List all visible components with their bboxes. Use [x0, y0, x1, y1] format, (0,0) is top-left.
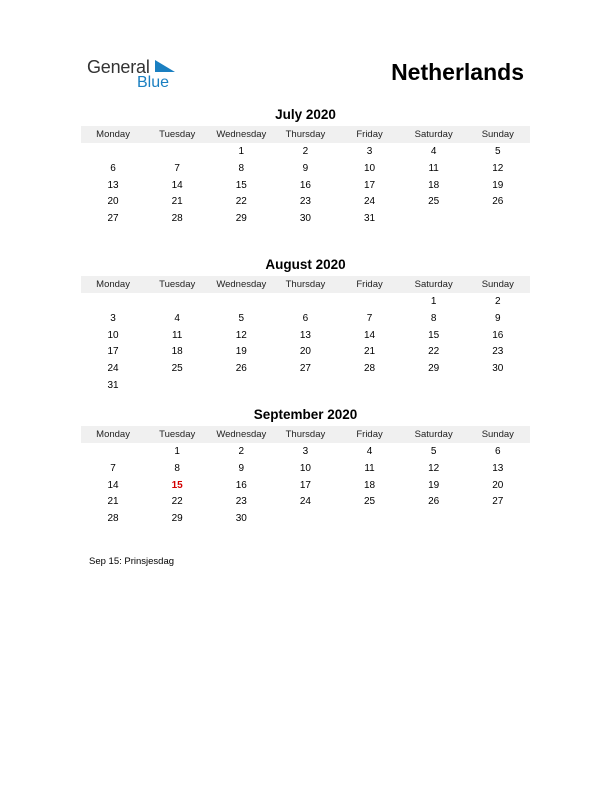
weekday-header-row — [81, 426, 530, 443]
day-cell: 27 — [299, 363, 311, 375]
day-cell: 5 — [430, 446, 437, 457]
week-row — [81, 211, 530, 228]
day-cell: 18 — [364, 479, 376, 491]
day-cell: 22 — [235, 196, 247, 208]
day-cell: 17 — [107, 346, 119, 358]
empty-day-cell — [273, 294, 337, 311]
weekday-friday: Friday — [356, 129, 383, 140]
day-cell: 13 — [107, 179, 119, 191]
weekday-wednesday: Wednesday — [216, 129, 267, 140]
day-cell: 10 — [107, 329, 119, 341]
week-row — [81, 194, 530, 211]
weekday-thursday: Thursday — [285, 279, 326, 290]
week-row — [81, 461, 530, 478]
logo — [87, 56, 187, 92]
day-cell: 18 — [428, 179, 440, 191]
week-row — [81, 478, 530, 495]
week-row — [81, 344, 530, 361]
holiday-note: Sep 15: Prinsjesdag — [89, 556, 175, 567]
day-cell: 13 — [492, 462, 504, 474]
month-august — [81, 256, 530, 395]
weekday-friday: Friday — [356, 279, 383, 290]
empty-day-cell — [338, 511, 402, 528]
day-cell: 15 — [428, 329, 440, 341]
empty-day-cell — [273, 378, 337, 395]
day-cell: 11 — [171, 329, 183, 341]
empty-day-cell — [81, 294, 145, 311]
week-row — [81, 161, 530, 178]
day-cell: 24 — [364, 196, 376, 208]
day-cell: 23 — [235, 496, 247, 508]
day-cell: 31 — [364, 213, 376, 225]
week-row — [81, 511, 530, 528]
weekday-saturday: Saturday — [414, 129, 453, 140]
day-cell: 10 — [299, 462, 311, 474]
day-cell: 29 — [171, 513, 183, 525]
day-cell: 6 — [302, 312, 309, 324]
empty-day-cell — [402, 378, 466, 395]
day-cell: 8 — [174, 462, 180, 474]
day-cell: 12 — [428, 462, 440, 474]
month-july — [81, 106, 530, 228]
day-cell: 4 — [430, 146, 437, 157]
day-cell: 22 — [171, 496, 183, 508]
weekday-friday: Friday — [356, 429, 383, 440]
weekday-sunday: Sunday — [481, 129, 514, 140]
day-cell: 2 — [302, 146, 309, 157]
empty-day-cell — [402, 211, 466, 228]
week-row — [81, 144, 530, 161]
weekday-wednesday: Wednesday — [216, 279, 267, 290]
logo-general-text: General — [87, 57, 150, 77]
day-cell: 7 — [366, 312, 373, 324]
day-cell: 28 — [364, 363, 376, 375]
weekday-thursday: Thursday — [285, 429, 326, 440]
empty-day-cell — [81, 144, 145, 161]
week-row — [81, 378, 530, 395]
empty-day-cell — [81, 444, 145, 461]
day-cell: 17 — [364, 179, 376, 191]
logo-flag-icon — [153, 60, 177, 74]
week-row — [81, 311, 530, 328]
week-row — [81, 444, 530, 461]
day-cell: 4 — [366, 446, 373, 457]
week-row — [81, 178, 530, 195]
holiday-day-cell: 15 — [171, 479, 183, 491]
day-cell: 11 — [428, 162, 439, 174]
weekday-monday: Monday — [96, 279, 130, 290]
day-cell: 25 — [428, 196, 440, 208]
weeks — [81, 143, 530, 228]
day-cell: 23 — [492, 346, 504, 358]
day-cell: 16 — [492, 329, 504, 341]
day-cell: 14 — [107, 479, 119, 491]
day-cell: 10 — [364, 162, 376, 174]
day-cell: 12 — [492, 162, 504, 174]
day-cell: 8 — [430, 312, 437, 324]
day-cell: 6 — [110, 162, 116, 174]
day-cell: 19 — [492, 179, 504, 191]
month-september — [81, 406, 530, 528]
empty-day-cell — [209, 294, 273, 311]
day-cell: 6 — [495, 446, 501, 457]
day-cell: 1 — [174, 446, 180, 457]
week-row — [81, 294, 530, 311]
day-cell: 13 — [299, 329, 311, 341]
weekday-thursday: Thursday — [285, 129, 326, 140]
day-cell: 2 — [238, 446, 245, 457]
day-cell: 9 — [495, 312, 501, 324]
weeks — [81, 443, 530, 528]
day-cell: 16 — [299, 179, 311, 191]
weekday-saturday: Saturday — [414, 429, 453, 440]
weekday-tuesday: Tuesday — [159, 279, 196, 290]
day-cell: 19 — [428, 479, 440, 491]
day-cell: 30 — [299, 213, 311, 225]
empty-day-cell — [402, 511, 466, 528]
empty-day-cell — [209, 378, 273, 395]
country-title: Netherlands — [391, 59, 524, 85]
day-cell: 24 — [107, 363, 119, 375]
day-cell: 25 — [364, 496, 376, 508]
day-cell: 28 — [171, 213, 183, 225]
month-title: September 2020 — [253, 407, 358, 422]
day-cell: 3 — [366, 146, 373, 157]
empty-day-cell — [145, 294, 209, 311]
weekday-tuesday: Tuesday — [159, 129, 196, 140]
day-cell: 29 — [428, 363, 440, 375]
day-cell: 3 — [302, 446, 309, 457]
day-cell: 3 — [110, 312, 116, 324]
weekday-monday: Monday — [96, 429, 130, 440]
day-cell: 16 — [235, 479, 247, 491]
month-title: August 2020 — [265, 257, 346, 272]
weekday-saturday: Saturday — [414, 279, 453, 290]
day-cell: 29 — [235, 213, 247, 225]
day-cell: 24 — [299, 496, 311, 508]
day-cell: 30 — [492, 363, 504, 375]
logo-blue-text: Blue — [137, 74, 170, 91]
weekday-header-row — [81, 126, 530, 143]
day-cell: 1 — [430, 296, 437, 307]
day-cell: 20 — [107, 196, 119, 208]
week-row — [81, 328, 530, 345]
day-cell: 30 — [235, 513, 247, 525]
day-cell: 5 — [495, 146, 501, 157]
day-cell: 17 — [299, 479, 311, 491]
empty-day-cell — [338, 294, 402, 311]
day-cell: 20 — [492, 479, 504, 491]
week-row — [81, 361, 530, 378]
empty-day-cell — [466, 511, 530, 528]
day-cell: 15 — [235, 179, 247, 191]
day-cell: 7 — [110, 462, 116, 474]
day-cell: 21 — [364, 346, 376, 358]
empty-day-cell — [145, 144, 209, 161]
holiday-notes — [89, 556, 174, 568]
day-cell: 21 — [107, 496, 119, 508]
empty-day-cell — [466, 211, 530, 228]
weekday-monday: Monday — [96, 129, 130, 140]
week-row — [81, 494, 530, 511]
empty-day-cell — [466, 378, 530, 395]
day-cell: 9 — [302, 162, 309, 174]
day-cell: 25 — [171, 363, 183, 375]
day-cell: 14 — [364, 329, 376, 341]
day-cell: 28 — [107, 513, 119, 525]
day-cell: 19 — [235, 346, 247, 358]
day-cell: 26 — [492, 196, 504, 208]
day-cell: 20 — [299, 346, 311, 358]
month-title: July 2020 — [275, 107, 336, 122]
weekday-sunday: Sunday — [481, 279, 514, 290]
day-cell: 14 — [171, 179, 183, 191]
day-cell: 2 — [495, 296, 501, 307]
day-cell: 31 — [107, 379, 119, 391]
day-cell: 12 — [235, 329, 247, 341]
day-cell: 26 — [235, 363, 247, 375]
weekday-header-row — [81, 276, 530, 293]
weekday-tuesday: Tuesday — [159, 429, 196, 440]
day-cell: 26 — [428, 496, 440, 508]
day-cell: 1 — [238, 146, 245, 157]
day-cell: 23 — [299, 196, 311, 208]
day-cell: 4 — [174, 312, 180, 324]
day-cell: 18 — [171, 346, 183, 358]
weekday-wednesday: Wednesday — [216, 429, 267, 440]
day-cell: 22 — [428, 346, 440, 358]
day-cell: 8 — [238, 162, 245, 174]
weekday-sunday: Sunday — [481, 429, 514, 440]
day-cell: 5 — [238, 312, 245, 324]
day-cell: 27 — [107, 213, 119, 225]
empty-day-cell — [145, 378, 209, 395]
day-cell: 27 — [492, 496, 504, 508]
empty-day-cell — [338, 378, 402, 395]
day-cell: 7 — [174, 162, 180, 174]
day-cell: 9 — [238, 462, 245, 474]
day-cell: 11 — [364, 462, 375, 474]
empty-day-cell — [273, 511, 337, 528]
weeks — [81, 293, 530, 395]
day-cell: 21 — [171, 196, 183, 208]
